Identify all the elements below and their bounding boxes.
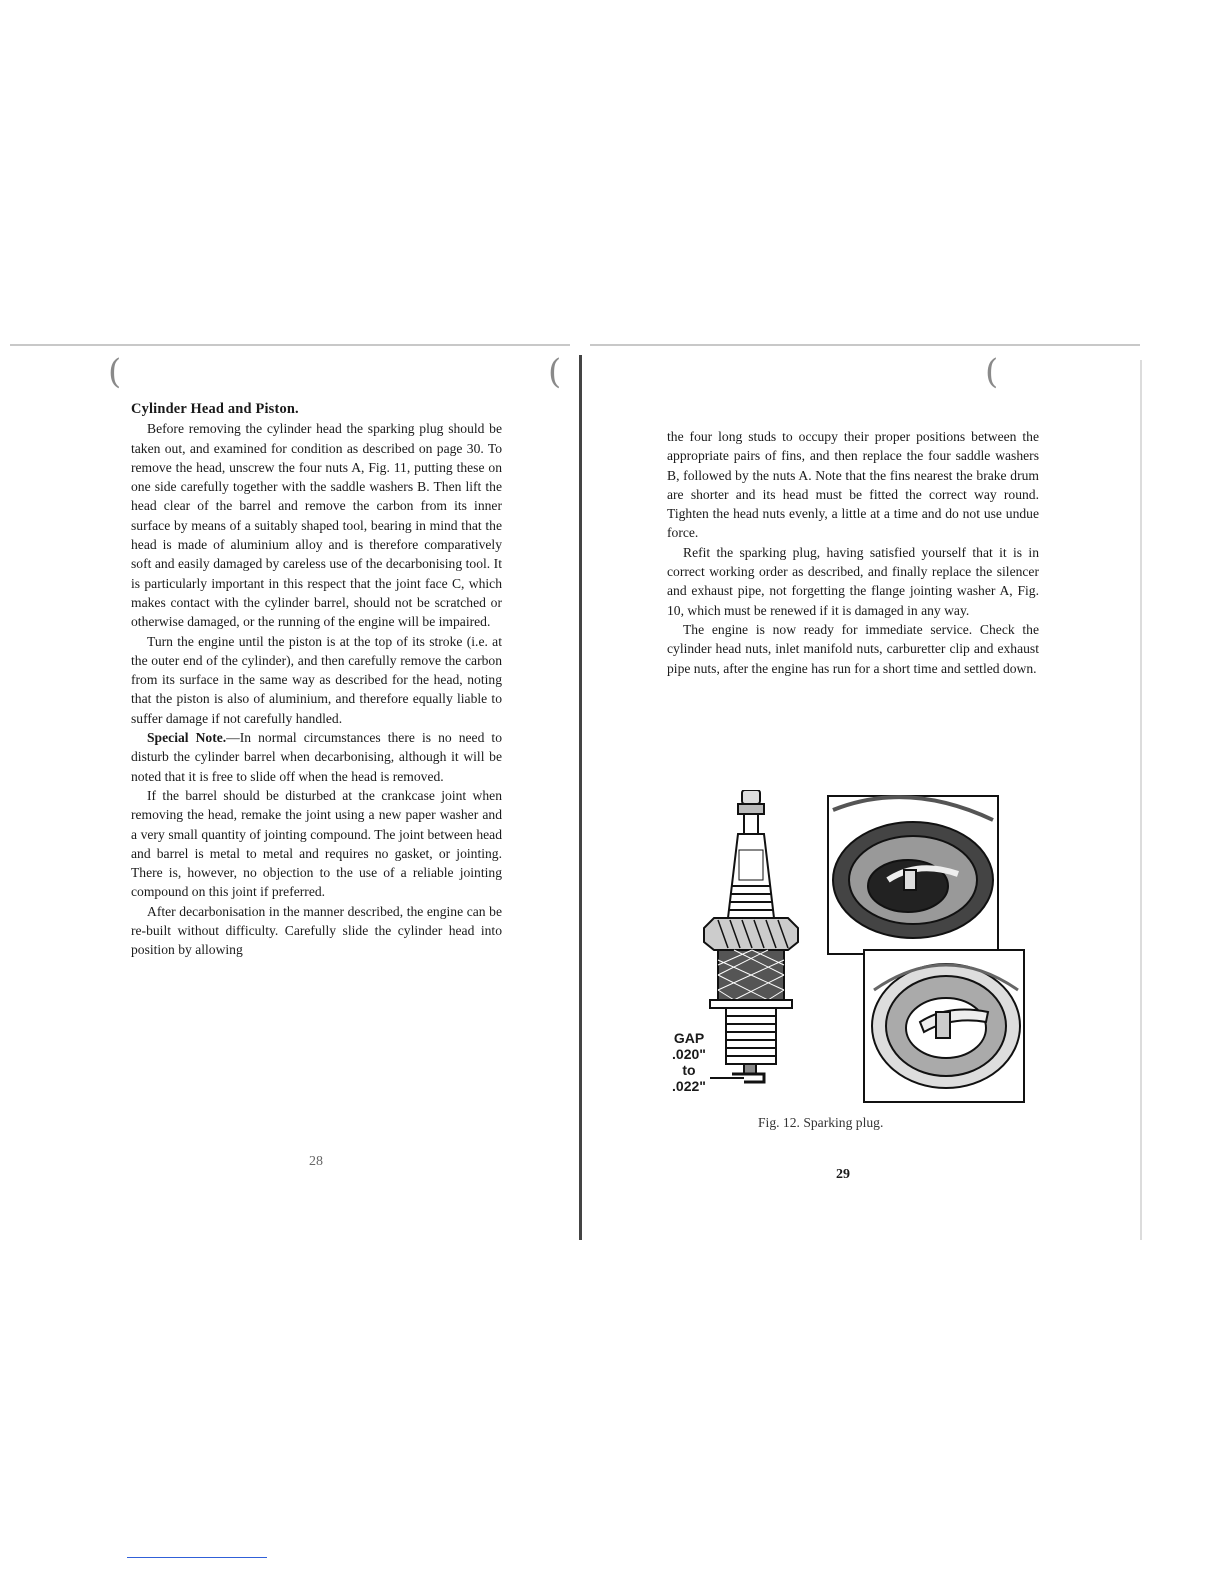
paragraph: the four long studs to occupy their proper positions between the appropriate pairs of fins, and then replace the four saddle washers B, followed by the nuts A. Note that the fins nearest the brake drum are shorter and its head must be fitted the correct way round. Tighten the head nuts evenly, a little at a time and do not use undue force. bbox=[667, 429, 1039, 541]
page-number-left: 28 bbox=[309, 1154, 323, 1169]
paragraph: Before removing the cylinder head the sparking plug should be taken out, and examined for condition as described on page 30. To remove the head, unscrew the four nuts A, Fig. 11, putting these on one side carefully together with the saddle washers B. Then lift the head clear of the barrel and remove the carbon from its inner surface by means of a suitably shaped tool, bearing in mind that the head is made of aluminium alloy and is therefore comparatively soft and easily damaged by careless use of the decarbonising tool. It is particularly important in this respect that the joint face C, which makes contact with the cylinder barrel, should not be scratched or otherwise damaged, or the running of the engine will be impaired. bbox=[131, 421, 502, 630]
spark-plug-icon bbox=[704, 790, 798, 1082]
special-note-text: —In normal circumstances there is no need to disturb the cylinder barrel when decarbonising, although it will be noted that it is free to slide off when the head is removed. bbox=[131, 730, 502, 784]
paragraph: If the barrel should be disturbed at the crankcase joint when removing the head, remake the joint using a new paper washer and a very small quantity of jointing compound. The joint between head and barrel is metal to metal and requires no gasket, or jointing. There is, however, no objection to the use of a reliable jointing compound on this joint if preferred. bbox=[131, 787, 502, 900]
scan-mark-right: ( bbox=[985, 352, 999, 392]
sparking-plug-figure bbox=[668, 790, 1048, 1140]
section-heading: Cylinder Head and Piston. bbox=[131, 401, 299, 417]
paragraph: Turn the engine until the piston is at the top of its stroke (i.e. at the outer end of the cylinder), and then carefully remove the carbon from its surface in the same way as described for the head, noting that the piston is also of aluminium, and therefore equally liable to suffer damage if not carefully handled. bbox=[131, 633, 502, 726]
bottom-rule bbox=[127, 1557, 267, 1558]
page-number-right: 29 bbox=[836, 1167, 850, 1182]
top-edge-left bbox=[10, 344, 570, 346]
electrode-closeup-top bbox=[828, 796, 998, 954]
gap-label-line: GAP bbox=[673, 1030, 705, 1046]
paragraph: Refit the sparking plug, having satisfied yourself that it is in correct working order as described, and finally replace the silencer and exhaust pipe, not forgetting the flange jointing washer A, Fig. 10, which must be renewed if it is damaged in any way. bbox=[667, 544, 1039, 618]
special-note-label: Special Note. bbox=[147, 730, 227, 746]
scan-mark-left: ( bbox=[108, 352, 122, 392]
right-page bbox=[667, 427, 1039, 678]
sparking-plug-illustration bbox=[668, 790, 1048, 1110]
book-spine bbox=[579, 355, 582, 1240]
top-edge-right bbox=[590, 344, 1140, 346]
gap-label-line: .020" bbox=[672, 1046, 706, 1062]
figure-caption: Fig. 12. Sparking plug. bbox=[758, 1115, 884, 1130]
gap-label-line: to bbox=[682, 1062, 696, 1078]
left-page bbox=[131, 400, 502, 960]
scan-mark-center: ( bbox=[548, 352, 562, 392]
gap-label-line: .022" bbox=[672, 1078, 706, 1094]
special-note bbox=[131, 728, 502, 786]
page-edge bbox=[1140, 360, 1142, 1240]
gap-label bbox=[668, 1030, 710, 1094]
paragraph: After decarbonisation in the manner described, the engine can be re-built without difficulty. Carefully slide the cylinder head into position by allowing bbox=[131, 903, 502, 958]
electrode-closeup-bottom bbox=[864, 950, 1024, 1102]
paragraph: The engine is now ready for immediate service. Check the cylinder head nuts, inlet manifold nuts, carburetter clip and exhaust pipe nuts, after the engine has run for a short time and settled down. bbox=[667, 621, 1039, 676]
